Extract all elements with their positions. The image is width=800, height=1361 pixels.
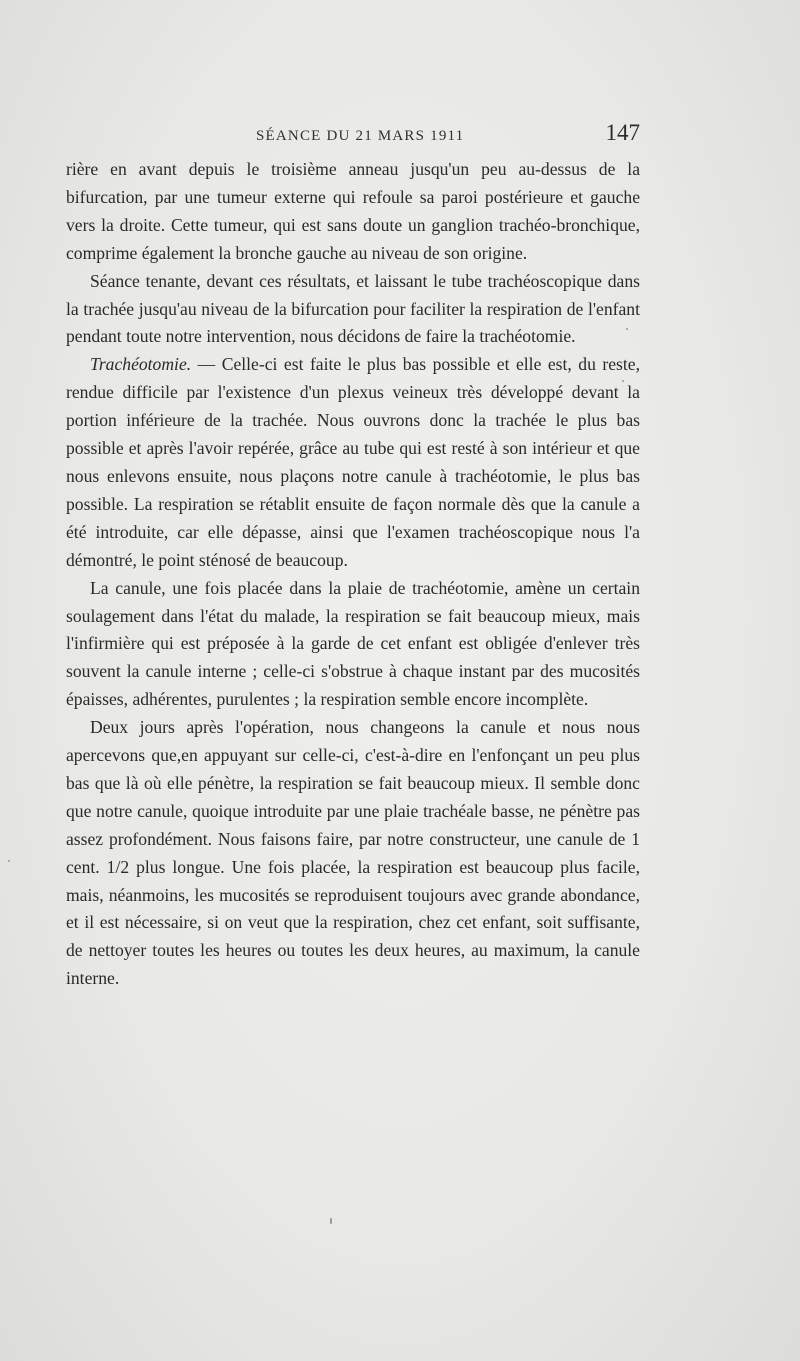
paragraph-deux-jours: Deux jours après l'opération, nous changeons la canule et nous nous apercevons que,en appuyant sur celle-ci, c'est-à-dire en l'enfonçant un peu plus bas que là où elle pénètre, la respiration se fait beaucoup mieux. Il semble donc que notre canule, quoique introduite par une plaie trachéale basse, ne pénètre pas assez profondément. Nous faisons faire, par notre constructeur, une canule de 1 cent. 1/2 plus longue. Une fois placée, la respiration est beaucoup plus facile, mais, néanmoins, les mucosités se reproduisent toujours avec grande abondance, et il est nécessaire, si on veut que la respiration, chez cet enfant, soit suffisante, de nettoyer toutes les heures ou toutes les deux heures, au maximum, la canule interne.	[66, 717, 640, 989]
page-number: 147	[605, 120, 640, 145]
speck	[8, 860, 10, 862]
section-lead-italic: Trachéotomie.	[90, 354, 192, 375]
running-head: SÉANCE DU 21 MARS 1911	[256, 128, 465, 144]
speck	[330, 1218, 332, 1224]
paragraph-la-canule: La canule, une fois placée dans la plaie de trachéotomie, amène un certain soulagement dans l'état du malade, la respiration se fait beaucoup mieux, mais l'infirmière qui est préposée à la garde de cet enfant est obligée d'enlever très souvent la canule interne ; celle-ci s'obstrue à chaque instant par des mucosités épaisses, adhérentes, purulentes ; la respiration semble encore incomplète.	[66, 577, 640, 710]
body-text	[66, 156, 640, 993]
speck	[626, 328, 628, 330]
paragraph-tracheotomie-text: — Celle-ci est faite le plus bas possible et elle est, du reste, rendue difficile par l'existence d'un plexus veineux très développé devant la portion inférieure de la trachée. Nous ouvrons donc la trachée le plus bas possible et après l'avoir repérée, grâce au tube qui est resté à son intérieur et que nous enlevons ensuite, nous plaçons notre canule à trachéotomie, le plus bas possible. La respiration se rétablit ensuite de façon normale dès que la canule a été introduite, car elle dépasse, ainsi que l'examen trachéoscopique nous l'a démontré, le point sténosé de beaucoup.	[66, 354, 640, 570]
speck	[622, 380, 624, 382]
paragraph-tracheotomie	[66, 351, 640, 574]
page-header	[66, 120, 640, 152]
paragraph-continuation: rière en avant depuis le troisième anneau jusqu'un peu au-dessus de la bifurcation, par une tumeur externe qui refoule sa paroi postérieure et gauche vers la droite. Cette tumeur, qui est sans doute un ganglion trachéo-bronchique, comprime également la bronche gauche au niveau de son origine.	[66, 159, 640, 263]
paragraph-seance-tenante: Séance tenante, devant ces résultats, et laissant le tube trachéoscopique dans la trachée jusqu'au niveau de la bifurcation pour faciliter la respiration de l'enfant pendant toute notre intervention, nous décidons de faire la trachéotomie.	[66, 270, 640, 347]
